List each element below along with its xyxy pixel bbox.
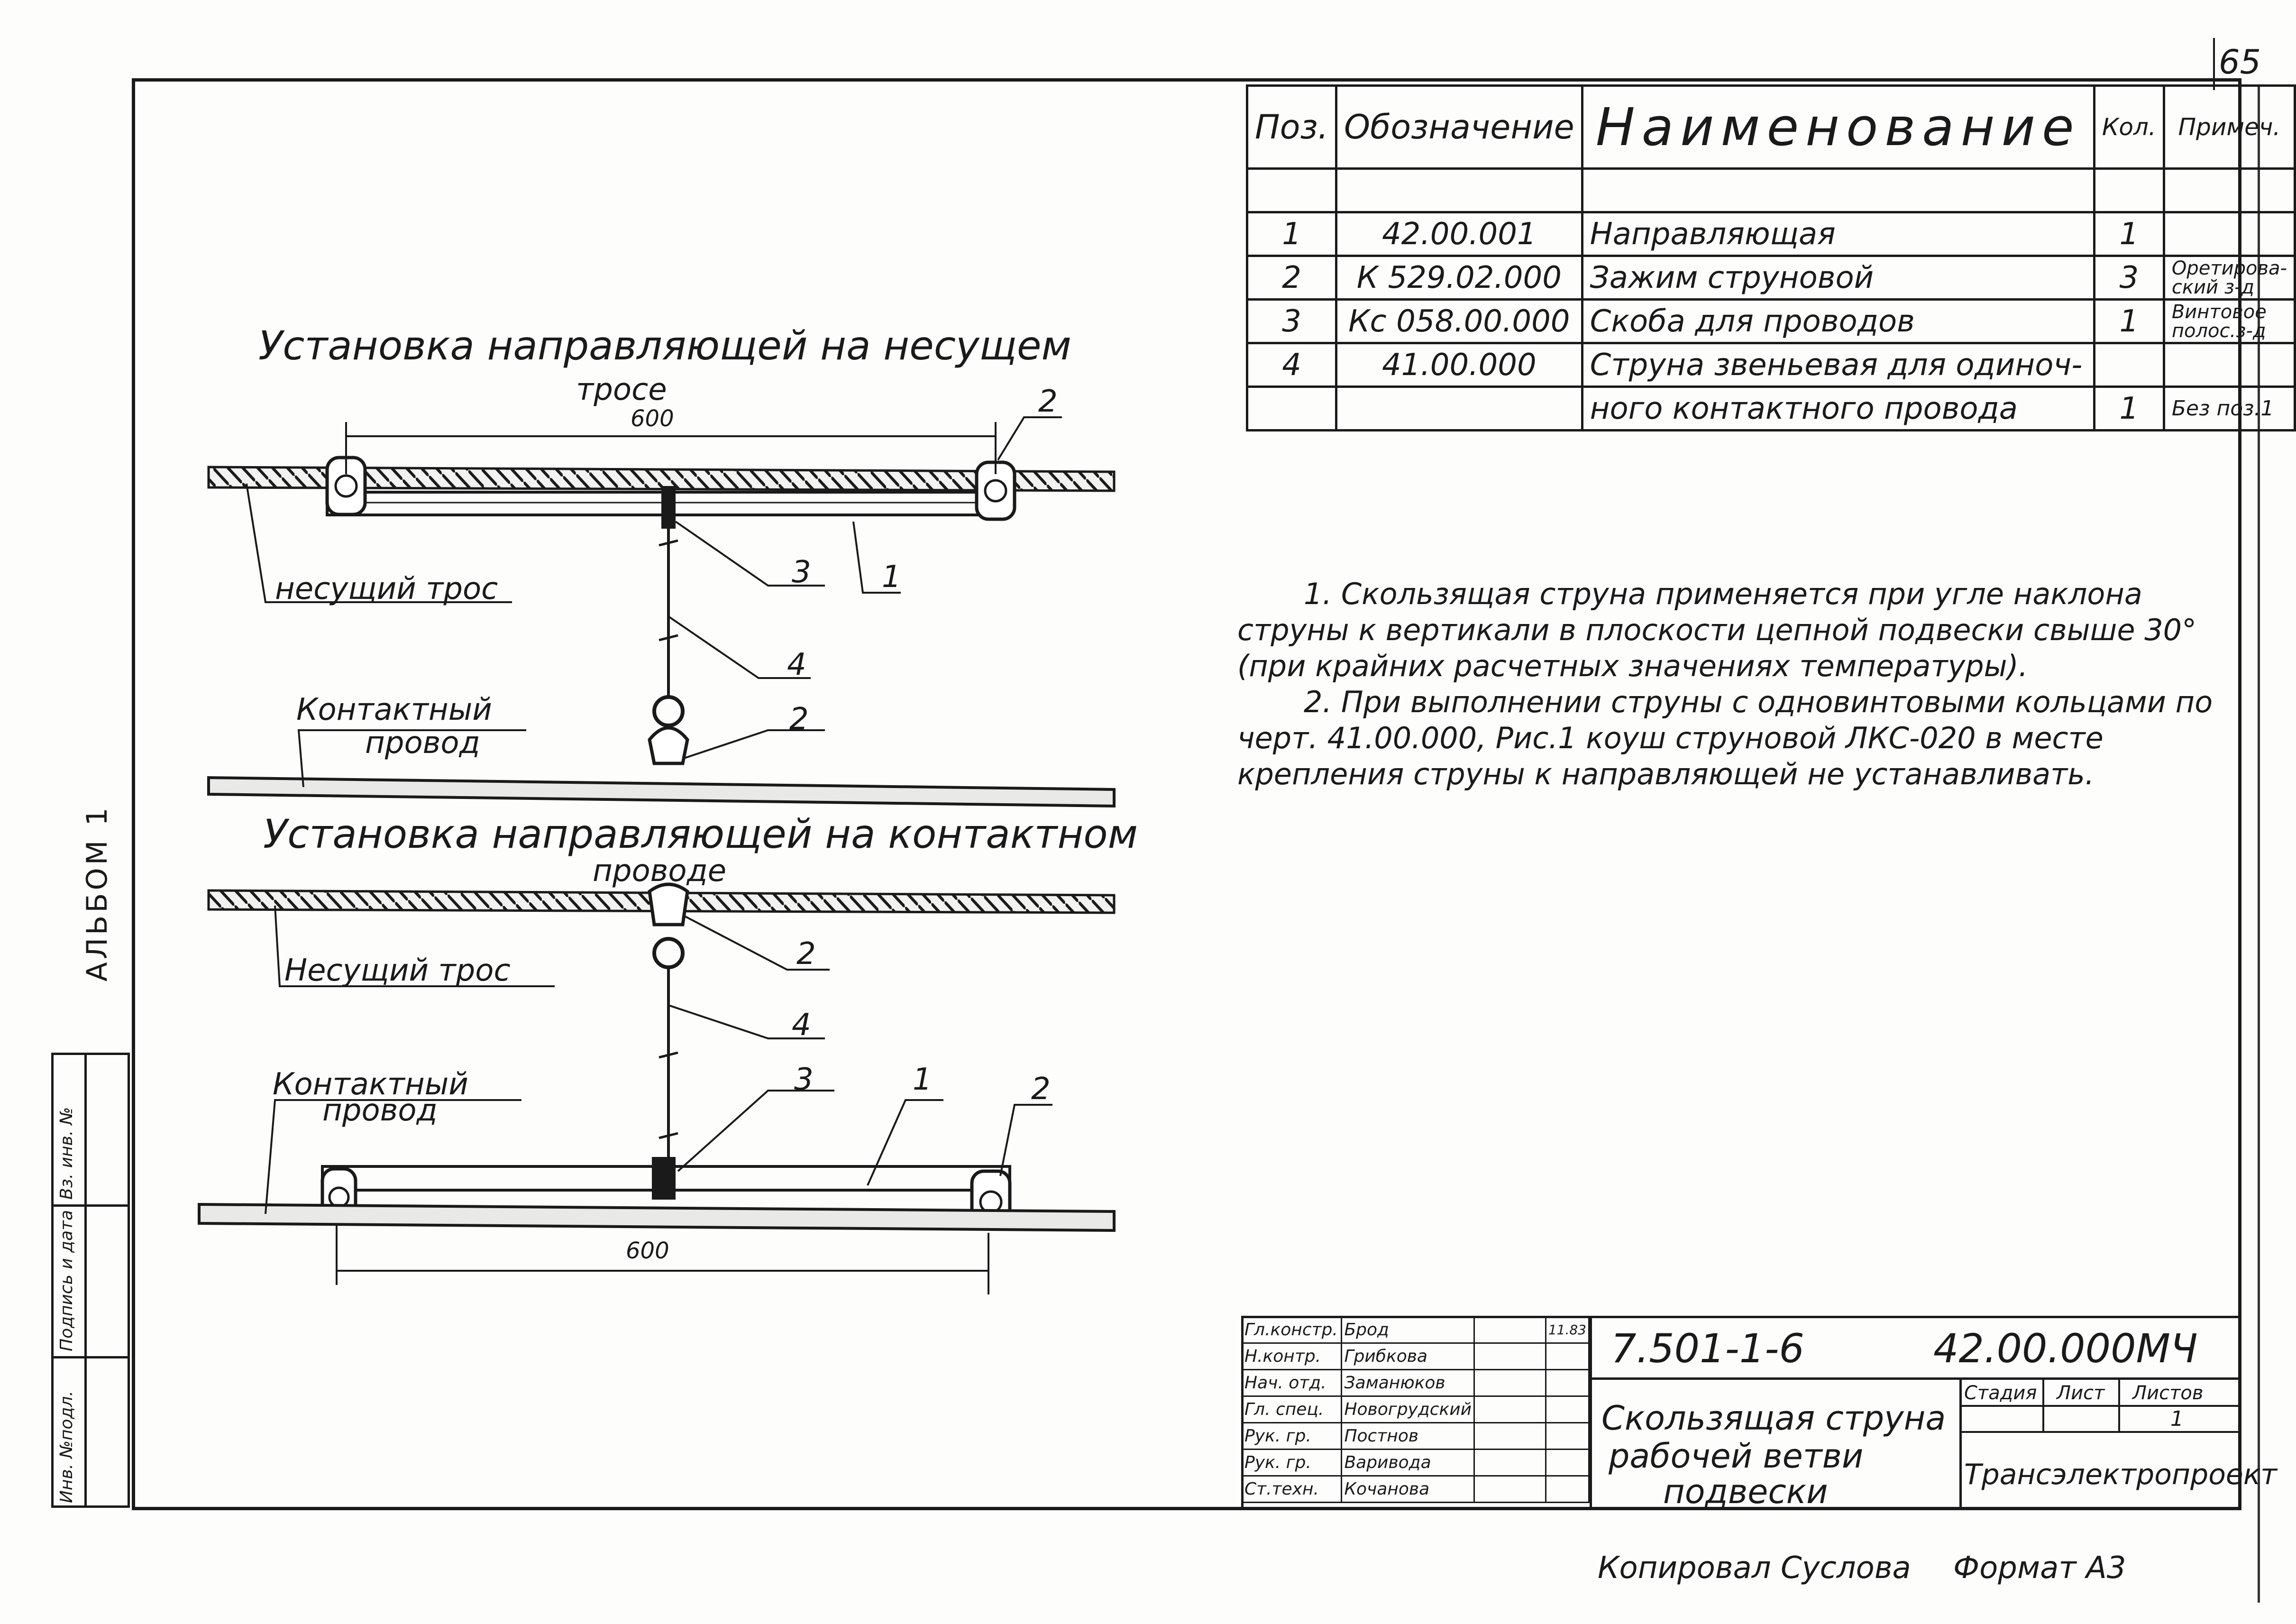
strip-replace-inv: Вз. инв. №: [57, 1107, 76, 1200]
header-pos: Поз.: [1247, 86, 1336, 169]
table-row: [1247, 212, 2295, 256]
technical-notes: [1237, 576, 2238, 792]
drawing-number: 42.00.000МЧ: [1933, 1325, 2198, 1372]
dim-bottom-label: 600: [626, 1238, 669, 1264]
callout-1-view1: 1: [882, 560, 901, 595]
row3-designation: Кс 058.00.000: [1336, 300, 1582, 343]
signature-table: [1241, 1316, 1590, 1503]
label-contact-wire-1-line1: Контактный: [296, 692, 492, 727]
strip-inv-no: Инв. №подл.: [57, 1391, 76, 1503]
callout-3-view2: 3: [794, 1062, 814, 1097]
row4-qty: [2094, 343, 2164, 387]
role-5: Рук. гр.: [1242, 1423, 1342, 1450]
row5-name: ного контактного провода: [1582, 387, 2094, 431]
callout-1-view2: 1: [913, 1062, 932, 1097]
table-row-empty: [1247, 169, 2295, 212]
label-carrier-rope-2: Несущий трос: [284, 953, 511, 988]
view2-title-line2: проводе: [593, 853, 727, 889]
row2-designation: К 529.02.000: [1336, 256, 1582, 300]
organization: Трансэлектропроект: [1964, 1458, 2278, 1491]
row4-name: Струна звеньевая для одиноч-: [1582, 343, 2094, 387]
row2-note: Оретирова-ский з-д: [2164, 256, 2295, 300]
note-1: 1. Скользящая струна применяется при угле наклона струны к вертикали в плоскости цепной подвески свыше 30° (при крайних расчетных значениях температуры).: [1237, 577, 2197, 683]
row1-note: [2164, 212, 2295, 256]
album-label: АЛЬБОМ 1: [81, 805, 114, 982]
name-4: Новогрудский: [1342, 1396, 1474, 1423]
row5-designation: [1336, 387, 1582, 431]
role-7: Ст.техн.: [1242, 1476, 1342, 1503]
row4-designation: 41.00.000: [1336, 343, 1582, 387]
page-number: 65: [2219, 43, 2261, 82]
role-3: Нач. отд.: [1242, 1370, 1342, 1396]
doc-code: 7.501-1-6: [1611, 1325, 1804, 1372]
row2-qty: 3: [2094, 256, 2164, 300]
row5-note: Без поз.1: [2164, 387, 2295, 431]
name-3: Заманюков: [1342, 1370, 1474, 1396]
sheets-value: 1: [2170, 1407, 2184, 1431]
label-contact-wire-1-line2: провод: [365, 725, 480, 761]
label-contact-wire-2-line2: провод: [322, 1093, 438, 1128]
table-row: [1247, 256, 2295, 300]
note-2: 2. При выполнении струны с одновинтовыми кольцами по черт. 41.00.000, Рис.1 коуш струновой ЛКС-020 в месте крепления струны к направляющей не устанавливать.: [1237, 685, 2213, 791]
title-line2: рабочей ветви: [1609, 1437, 1864, 1476]
row1-pos: 1: [1247, 212, 1336, 256]
row5-qty: 1: [2094, 387, 2164, 431]
row5-pos: [1247, 387, 1336, 431]
name-5: Постнов: [1342, 1423, 1474, 1450]
header-note: Примеч.: [2164, 86, 2295, 169]
view1-title-line2: тросе: [576, 372, 667, 407]
role-4: Гл. спец.: [1242, 1396, 1342, 1423]
view1-dropper: [649, 529, 687, 763]
view2-dropper: [649, 884, 687, 1200]
sheets-label: Листов: [2132, 1382, 2204, 1404]
row1-qty: 1: [2094, 212, 2164, 256]
role-2: Н.контр.: [1242, 1343, 1342, 1370]
callout-4-view2: 4: [792, 1008, 811, 1043]
title-line3: подвески: [1663, 1472, 1828, 1511]
name-7: Кочанова: [1342, 1476, 1474, 1503]
header-designation: Обозначение: [1336, 86, 1582, 169]
header-qty: Кол.: [2094, 86, 2164, 169]
row2-pos: 2: [1247, 256, 1336, 300]
strip-sign-date: Подпись и дата: [57, 1210, 76, 1351]
table-row: [1247, 387, 2295, 431]
row3-name: Скоба для проводов: [1582, 300, 2094, 343]
view2-title-line1: Установка направляющей на контактном: [263, 811, 1138, 857]
row2-name: Зажим струновой: [1582, 256, 2094, 300]
view1-bracket: [661, 486, 676, 529]
callout-2-top: 2: [1038, 384, 1058, 419]
row1-name: Направляющая: [1582, 212, 2094, 256]
name-6: Варивода: [1342, 1450, 1474, 1476]
row4-note: [2164, 343, 2295, 387]
sheet-format: Формат А3: [1953, 1551, 2126, 1586]
parts-table: [1246, 84, 2296, 431]
stage-label: Стадия: [1964, 1382, 2037, 1404]
row1-designation: 42.00.001: [1336, 212, 1582, 256]
view1-contact-wire: [209, 778, 1114, 806]
name-1: Брод: [1342, 1317, 1474, 1343]
label-contact-wire-2-line1: Контактный: [273, 1067, 468, 1102]
row3-note: Винтовое полос.з-д: [2164, 300, 2295, 343]
row3-qty: 1: [2094, 300, 2164, 343]
callout-4-view1: 4: [787, 647, 806, 682]
table-row: [1247, 343, 2295, 387]
callout-3-view1: 3: [792, 555, 811, 590]
role-6: Рук. гр.: [1242, 1450, 1342, 1476]
sheet-label: Лист: [2057, 1382, 2105, 1404]
header-name: Наименование: [1582, 86, 2094, 169]
callout-2-view2-top: 2: [796, 936, 816, 972]
copied-by: Копировал Суслова: [1598, 1551, 1911, 1586]
title-line1: Скользящая струна: [1601, 1399, 1946, 1438]
row4-pos: 4: [1247, 343, 1336, 387]
view1-title-line1: Установка направляющей на несущем: [258, 322, 1071, 369]
name-2: Грибкова: [1342, 1343, 1474, 1370]
table-row: [1247, 300, 2295, 343]
callout-2-view2-bottom: 2: [1031, 1072, 1051, 1107]
row3-pos: 3: [1247, 300, 1336, 343]
role-1: Гл.констр.: [1242, 1317, 1342, 1343]
title-block: [1241, 1316, 2278, 1511]
dim-top-label: 600: [631, 405, 674, 432]
label-carrier-rope-1: несущий трос: [275, 571, 498, 606]
callout-2-view1-bottom: 2: [789, 702, 809, 737]
date: 11.83: [1546, 1317, 1589, 1343]
